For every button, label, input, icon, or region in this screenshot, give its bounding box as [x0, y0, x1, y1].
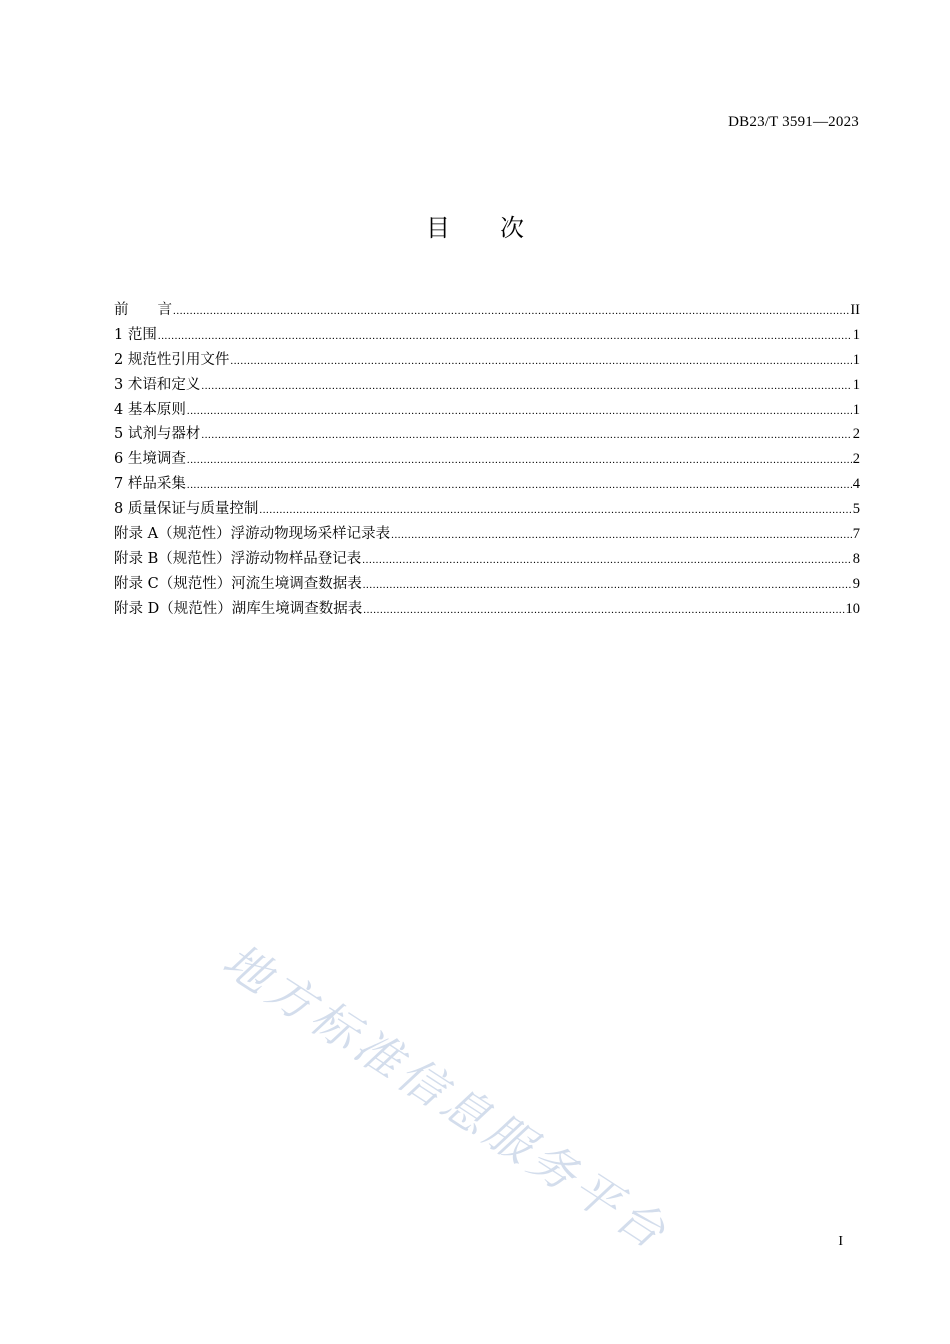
toc-entry-page: II	[850, 302, 860, 318]
toc-entry-quality-control[interactable]	[114, 497, 860, 522]
toc-entry-label: 6 生境调查	[114, 451, 186, 468]
toc-entry-label: 附录 A（规范性）浮游动物现场采样记录表	[114, 526, 391, 543]
toc-entry-page: 2	[852, 426, 860, 443]
toc-entry-page: 1	[852, 351, 860, 368]
toc-leader-dots	[201, 423, 851, 448]
toc-leader-dots	[187, 448, 852, 473]
toc-leader-dots	[187, 399, 852, 424]
toc-entry-foreword[interactable]	[114, 298, 860, 323]
toc-entry-label: 1 范围	[114, 326, 157, 343]
toc-leader-dots	[201, 374, 851, 399]
toc-leader-dots	[363, 598, 844, 623]
toc-entry-label: 附录 C（规范性）河流生境调查数据表	[114, 575, 362, 592]
toc-leader-dots	[363, 573, 852, 598]
toc-leader-dots	[187, 473, 852, 498]
page-title-char-2: 次	[500, 214, 524, 242]
toc-entry-page: 2	[852, 451, 860, 468]
page-number: I	[838, 1234, 843, 1249]
toc-entry-appendix-d[interactable]	[114, 597, 860, 622]
toc-entry-page: 1	[852, 326, 860, 343]
toc-leader-dots	[259, 498, 851, 523]
toc-entry-label: 7 样品采集	[114, 476, 186, 493]
toc-entry-basic-principles[interactable]	[114, 398, 860, 423]
page-title-char-1: 目	[426, 214, 450, 242]
toc-leader-dots	[230, 349, 851, 374]
toc-entry-label: 3 术语和定义	[114, 376, 201, 393]
toc-entry-page: 1	[852, 376, 860, 393]
toc-leader-dots	[391, 523, 852, 548]
toc-entry-page: 8	[852, 550, 860, 567]
toc-entry-appendix-b[interactable]	[114, 547, 860, 572]
toc-entry-label: 附录 B（规范性）浮游动物样品登记表	[114, 550, 362, 567]
toc-entry-scope[interactable]	[114, 323, 860, 348]
toc-entry-appendix-c[interactable]	[114, 572, 860, 597]
document-code: DB23/T 3591—2023	[728, 114, 859, 130]
toc-entry-label: 4 基本原则	[114, 401, 186, 418]
toc-entry-label: 2 规范性引用文件	[114, 351, 230, 368]
toc-entry-page: 7	[852, 526, 860, 543]
toc-entry-appendix-a[interactable]	[114, 522, 860, 547]
toc-entry-sample-collection[interactable]	[114, 472, 860, 497]
toc-entry-reagents-equipment[interactable]	[114, 422, 860, 447]
toc-entry-normative-references[interactable]	[114, 348, 860, 373]
toc-entry-page: 4	[852, 476, 860, 493]
toc-entry-terms-definitions[interactable]	[114, 373, 860, 398]
toc-entry-label: 8 质量保证与质量控制	[114, 501, 259, 518]
toc-entry-label: 5 试剂与器材	[114, 426, 201, 443]
toc-entry-habitat-survey[interactable]	[114, 447, 860, 472]
toc-leader-dots	[158, 324, 852, 349]
watermark: 地方标准信息服务平台	[213, 932, 680, 1262]
page-title	[0, 208, 950, 243]
toc-entry-page: 1	[852, 401, 860, 418]
toc-leader-dots	[362, 548, 851, 573]
toc-entry-page: 5	[852, 501, 860, 518]
toc-entry-page: 9	[852, 575, 860, 592]
toc-entry-label: 前 言	[114, 302, 172, 318]
toc-entry-page: 10	[845, 600, 860, 617]
table-of-contents	[114, 298, 860, 622]
toc-entry-label: 附录 D（规范性）湖库生境调查数据表	[114, 600, 363, 617]
toc-leader-dots	[173, 299, 849, 324]
